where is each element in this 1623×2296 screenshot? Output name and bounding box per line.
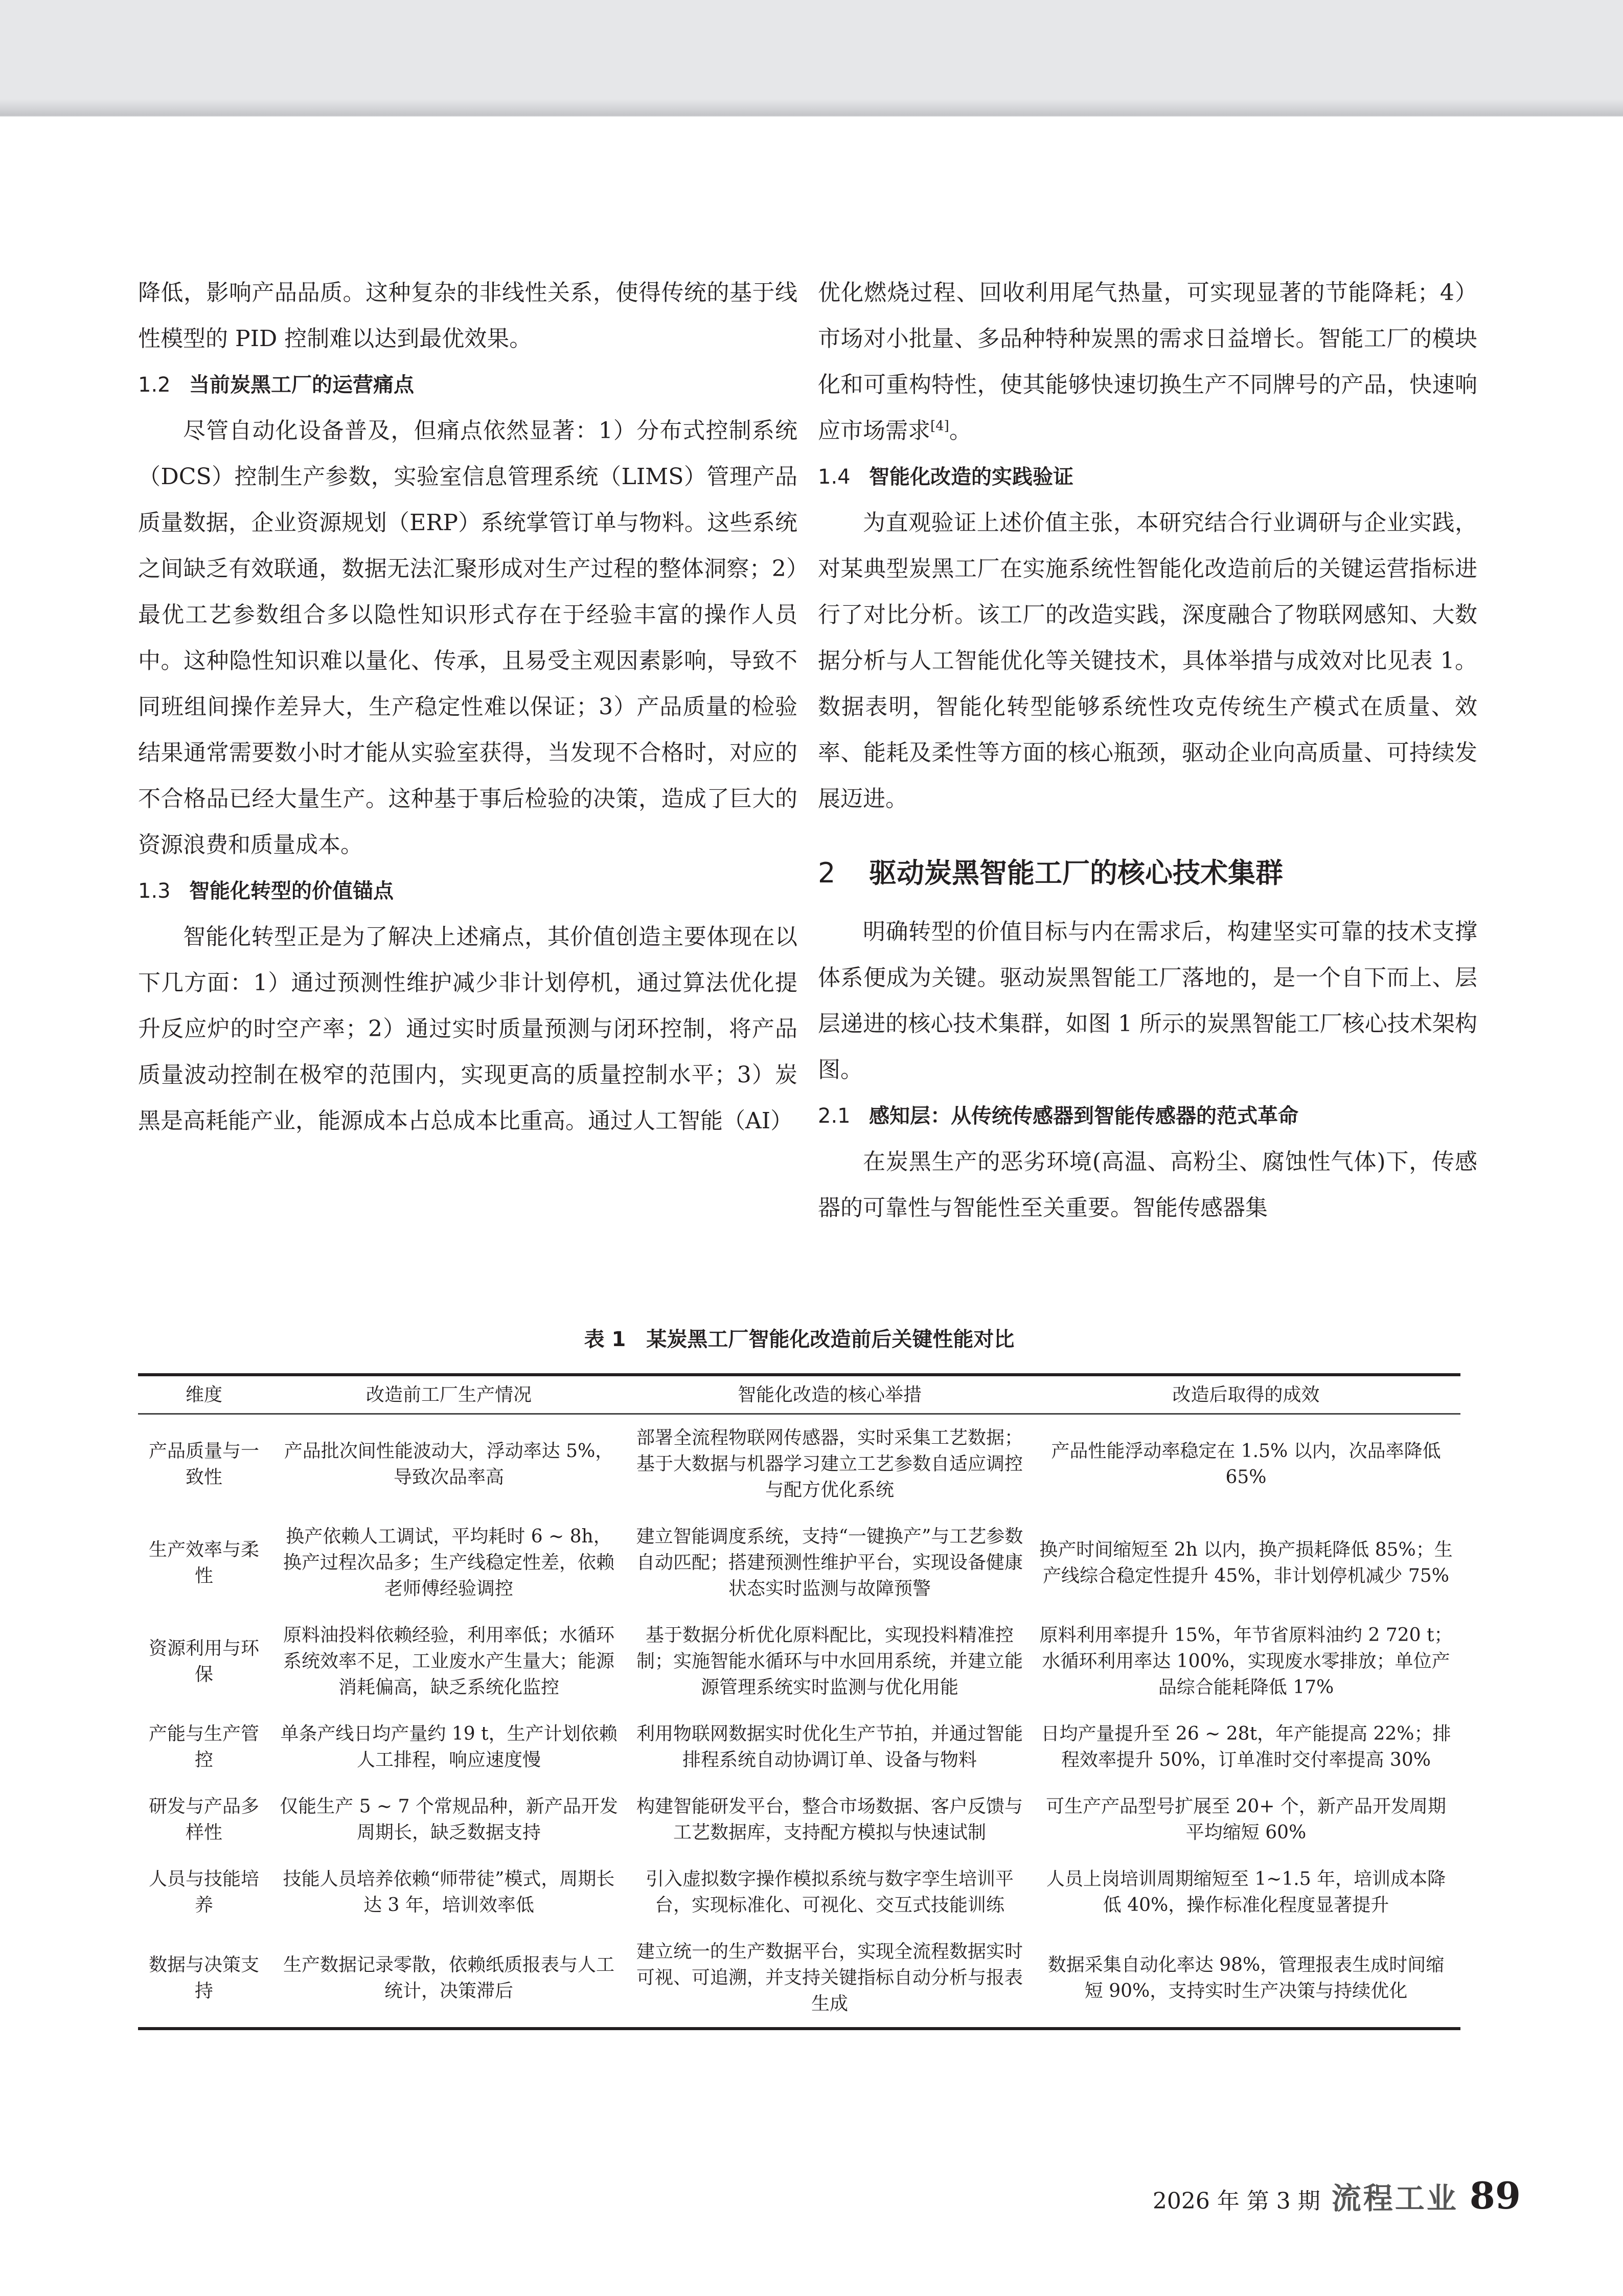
table-label: 表 1 bbox=[584, 1328, 626, 1351]
top-header-band bbox=[0, 0, 1623, 117]
cell-results: 日均产量提升至 26 ~ 28t，年产能提高 22%；排程效率提升 50%，订单准时交付率提高 30% bbox=[1041, 1723, 1451, 1770]
cell-before: 技能人员培养依赖“师带徒”模式，周期长达 3 年，培训效率低 bbox=[283, 1869, 615, 1916]
cell-measures: 部署全流程物联网传感器，实时采集工艺数据；基于大数据与机器学习建立工艺参数自适应调控与配方优化系统 bbox=[636, 1427, 1023, 1501]
section-number: 2.1 bbox=[818, 1104, 851, 1128]
paragraph: 在炭黑生产的恶劣环境(高温、高粉尘、腐蚀性气体)下，传感器的可靠性与智能性至关重要。智能传感器集 bbox=[818, 1149, 1477, 1221]
header-before: 改造前工厂生产情况 bbox=[270, 1375, 628, 1414]
section-title: 感知层：从传统传感器到智能传感器的范式革命 bbox=[869, 1104, 1298, 1128]
cell-dimension: 资源利用与环保 bbox=[148, 1638, 259, 1685]
cell-dimension: 人员与技能培养 bbox=[148, 1869, 259, 1916]
cell-measures: 建立统一的生产数据平台，实现全流程数据实时可视、可追溯，并支持关键指标自动分析与报表生成 bbox=[636, 1941, 1023, 2014]
paragraph: 降低，影响产品品质。这种复杂的非线性关系，使得传统的基于线性模型的 PID 控制难以达到最优效果。 bbox=[138, 280, 797, 352]
paragraph: 尽管自动化设备普及，但痛点依然显著：1）分布式控制系统（DCS）控制生产参数，实验室信息管理系统（LIMS）管理产品质量数据，企业资源规划（ERP）系统掌管订单与物料。这些系统之间缺乏有效联通，数据无法汇聚形成对生产过程的整体洞察；2）最优工艺参数组合多以隐性知识形式存在于经验丰富的操作人员中。这种隐性知识难以量化、传承，且易受主观因素影响，导致不同班组间操作差异大，生产稳定性难以保证；3）产品质量的检验结果通常需要数小时才能从实验室获得，当发现不合格时，对应的不合格品已经大量生产。这种基于事后检验的决策，造成了巨大的资源浪费和质量成本。 bbox=[138, 418, 797, 858]
right-column bbox=[818, 270, 1477, 1231]
left-column bbox=[138, 270, 797, 1144]
header-measures: 智能化改造的核心举措 bbox=[628, 1375, 1032, 1414]
table-row bbox=[138, 1856, 1460, 1928]
cell-dimension: 产能与生产管控 bbox=[148, 1723, 259, 1770]
cell-results: 产品性能浮动率稳定在 1.5% 以内，次品率降低 65% bbox=[1051, 1440, 1441, 1488]
paragraph: 智能化转型正是为了解决上述痛点，其价值创造主要体现在以下几方面：1）通过预测性维护减少非计划停机，通过算法优化提升反应炉的时空产率；2）通过实时质量预测与闭环控制，将产品质量波动控制在极窄的范围内，实现更高的质量控制水平；3）炭黑是高耗能产业，能源成本占总成本比重高。通过人工智能（AI） bbox=[138, 924, 797, 1134]
cell-dimension: 产品质量与一致性 bbox=[148, 1440, 259, 1488]
cell-before: 原料油投料依赖经验，利用率低；水循环系统效率不足，工业废水产生量大；能源消耗偏高，缺乏系统化监控 bbox=[283, 1625, 614, 1698]
section-number: 1.2 bbox=[138, 373, 171, 397]
cell-before: 产品批次间性能波动大，浮动率达 5%，导致次品率高 bbox=[284, 1440, 614, 1488]
cell-before: 换产依赖人工调试，平均耗时 6 ~ 8h，换产过程次品多；生产线稳定性差，依赖老师傅经验调控 bbox=[283, 1526, 614, 1599]
paragraph: 明确转型的价值目标与内在需求后，构建坚实可靠的技术支撑体系便成为关键。驱动炭黑智能工厂落地的，是一个自下而上、层层递进的核心技术集群，如图 1 所示的炭黑智能工厂核心技术架构图。 bbox=[818, 919, 1477, 1083]
table-row bbox=[138, 1513, 1460, 1612]
paragraph-end: 。 bbox=[949, 418, 972, 444]
cell-measures: 构建智能研发平台，整合市场数据、客户反馈与工艺数据库，支持配方模拟与快速试制 bbox=[636, 1796, 1023, 1843]
cell-before: 单条产线日均产量约 19 t，生产计划依赖人工排程，响应速度慢 bbox=[280, 1723, 618, 1770]
journal-name: 流程工业 bbox=[1331, 2181, 1458, 2216]
section-title: 当前炭黑工厂的运营痛点 bbox=[189, 373, 414, 397]
comparison-table bbox=[138, 1373, 1460, 2030]
section-heading-1-4 bbox=[818, 454, 1477, 500]
cell-results: 换产时间缩短至 2h 以内，换产损耗降低 85%；生产线综合稳定性提升 45%，非计划停机减少 75% bbox=[1039, 1539, 1453, 1586]
table-row bbox=[138, 1783, 1460, 1856]
paragraph bbox=[818, 270, 1477, 454]
cell-results: 可生产产品型号扩展至 20+ 个，新产品开发周期平均缩短 60% bbox=[1046, 1796, 1446, 1843]
cell-dimension: 数据与决策支持 bbox=[148, 1954, 259, 2002]
table-title: 某炭黑工厂智能化改造前后关键性能对比 bbox=[646, 1328, 1015, 1351]
section-title: 智能化转型的价值锚点 bbox=[189, 879, 394, 903]
table-header-row bbox=[138, 1375, 1460, 1414]
section-number: 1.3 bbox=[138, 879, 171, 903]
cell-before: 生产数据记录零散，依赖纸质报表与人工统计，决策滞后 bbox=[283, 1954, 614, 2002]
page-footer bbox=[1153, 2174, 1521, 2215]
citation-ref[interactable]: [4] bbox=[930, 418, 949, 434]
cell-results: 数据采集自动化率达 98%，管理报表生成时间缩短 90%，支持实时生产决策与持续优化 bbox=[1047, 1954, 1445, 2002]
section-heading-2 bbox=[818, 850, 1477, 896]
table-caption bbox=[138, 1324, 1460, 1355]
cell-measures: 基于数据分析优化原料配比，实现投料精准控制；实施智能水循环与中水回用系统，并建立能源管理系统实时监测与优化用能 bbox=[636, 1625, 1023, 1698]
table-row bbox=[138, 1928, 1460, 2029]
table-row bbox=[138, 1414, 1460, 1514]
cell-dimension: 生产效率与柔性 bbox=[148, 1539, 259, 1586]
cell-before: 仅能生产 5 ~ 7 个常规品种，新产品开发周期长，缺乏数据支持 bbox=[280, 1796, 618, 1843]
paragraph: 为直观验证上述价值主张，本研究结合行业调研与企业实践，对某典型炭黑工厂在实施系统性智能化改造前后的关键运营指标进行了对比分析。该工厂的改造实践，深度融合了物联网感知、大数据分析与人工智能优化等关键技术，具体举措与成效对比见表 1。数据表明，智能化转型能够系统性攻克传统生产模式在质量、效率、能耗及柔性等方面的核心瓶颈，驱动企业向高质量、可持续发展迈进。 bbox=[818, 510, 1477, 812]
header-dimension: 维度 bbox=[138, 1375, 270, 1414]
page-number: 89 bbox=[1469, 2174, 1521, 2217]
cell-measures: 建立智能调度系统，支持“一键换产”与工艺参数自动匹配；搭建预测性维护平台，实现设备健康状态实时监测与故障预警 bbox=[636, 1526, 1023, 1599]
table-row bbox=[138, 1711, 1460, 1783]
paragraph-text: 优化燃烧过程、回收利用尾气热量，可实现显著的节能降耗；4）市场对小批量、多品种特种炭黑的需求日益增长。智能工厂的模块化和可重构特性，使其能够快速切换生产不同牌号的产品，快速响应市场需求 bbox=[818, 280, 1477, 444]
cell-dimension: 研发与产品多样性 bbox=[148, 1796, 259, 1843]
section-heading-2-1 bbox=[818, 1093, 1477, 1139]
cell-measures: 引入虚拟数字操作模拟系统与数字孪生培训平台，实现标准化、可视化、交互式技能训练 bbox=[645, 1869, 1014, 1916]
section-heading-1-2 bbox=[138, 362, 797, 408]
header-results: 改造后取得的成效 bbox=[1032, 1375, 1460, 1414]
section-title: 驱动炭黑智能工厂的核心技术集群 bbox=[869, 857, 1283, 889]
section-number: 1.4 bbox=[818, 465, 851, 489]
section-title: 智能化改造的实践验证 bbox=[869, 465, 1073, 489]
cell-results: 人员上岗培训周期缩短至 1~1.5 年，培训成本降低 40%，操作标准化程度显著提升 bbox=[1046, 1869, 1446, 1916]
section-number: 2 bbox=[818, 857, 836, 889]
cell-results: 原料利用率提升 15%，年节省原料油约 2 720 t；水循环利用率达 100%，实现废水零排放；单位产品综合能耗降低 17% bbox=[1039, 1625, 1453, 1698]
section-heading-1-3 bbox=[138, 868, 797, 914]
cell-measures: 利用物联网数据实时优化生产节拍，并通过智能排程系统自动协调订单、设备与物料 bbox=[636, 1723, 1023, 1770]
issue-info: 2026 年 第 3 期 bbox=[1152, 2188, 1320, 2214]
table-row bbox=[138, 1612, 1460, 1711]
